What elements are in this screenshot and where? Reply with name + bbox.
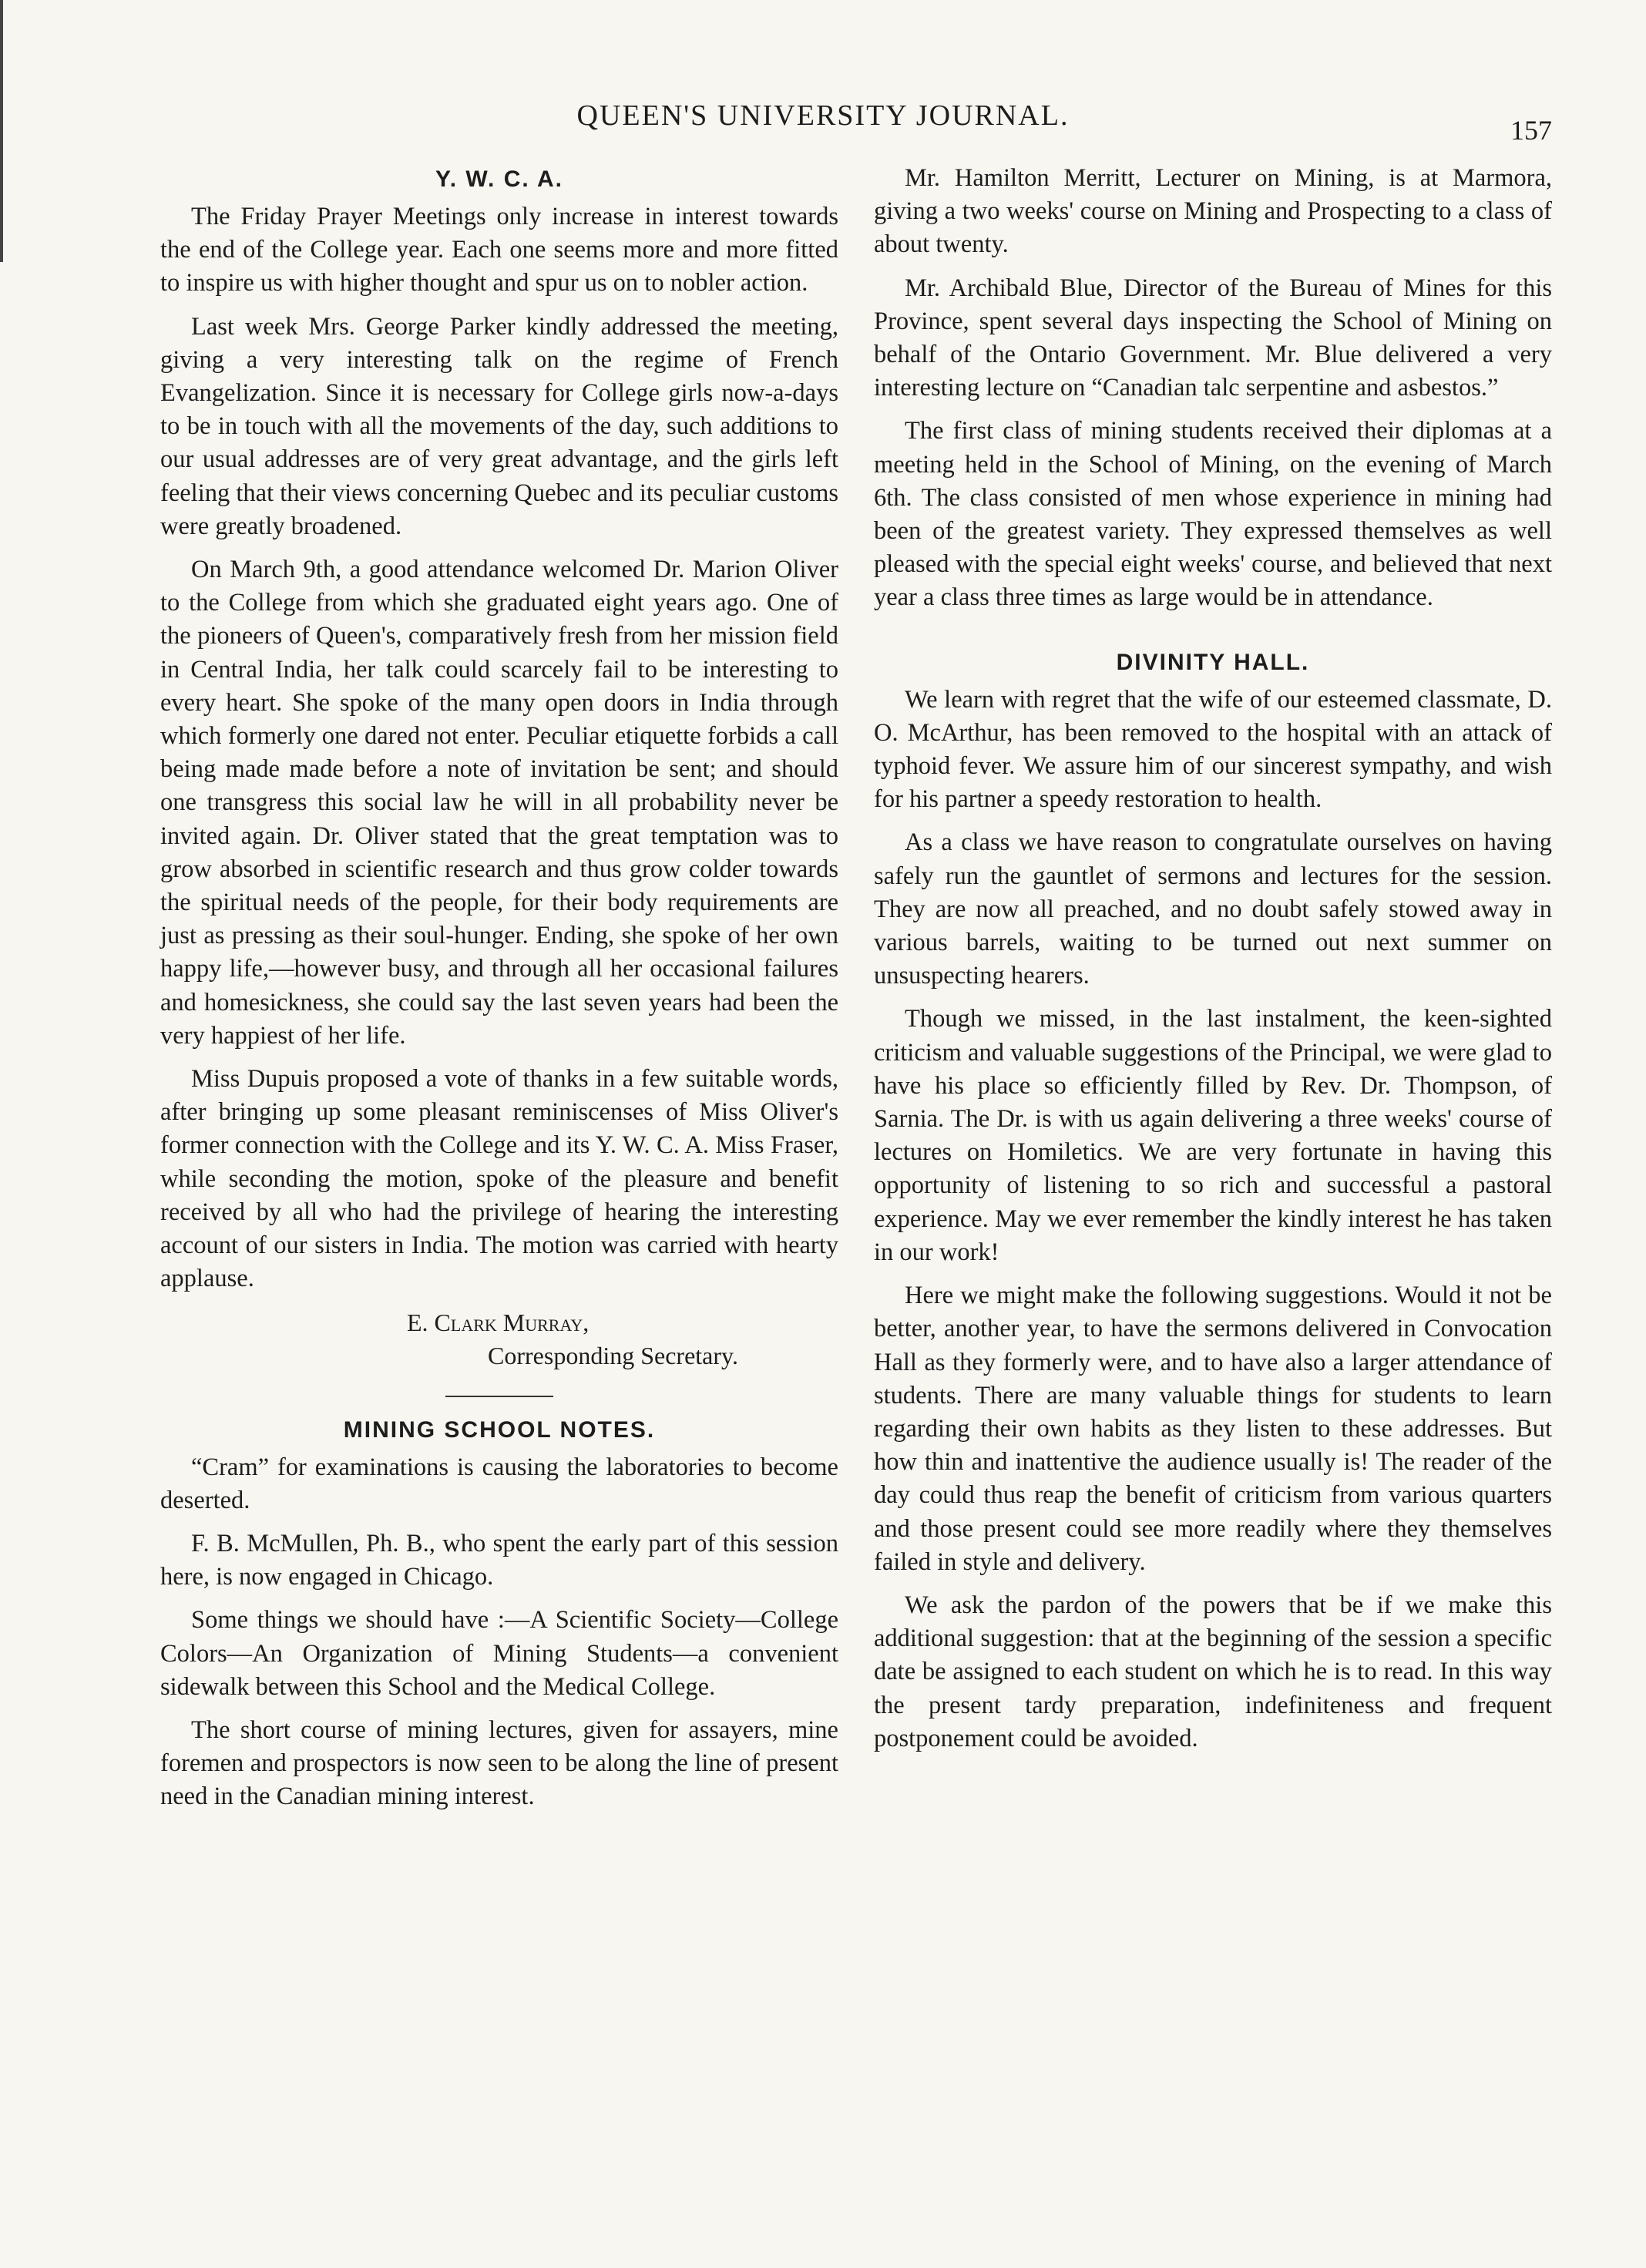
section-gap — [874, 625, 1552, 645]
signature-title: Corresponding Secretary. — [488, 1341, 738, 1369]
mining-notes-heading: MINING SCHOOL NOTES. — [343, 1416, 656, 1443]
mining-paragraph: Mr. Archibald Blue, Director of the Bureau of Mines for this Province, spent several days inspecting the School of Mining on behalf of the Ontario Government. Mr. Blue delivered a very interesting lecture on “Canadian talc serpentine and asbestos.” — [874, 274, 1552, 402]
divinity-paragraph: Though we missed, in the last instalment, the keen-sighted criticism and valuable suggestions of the Principal, we were glad to have his place so efficiently filled by Rev. Dr. Thompson, of Sarnia. The Dr. is with us again delivering a three weeks' course of lectures on Homiletics. We are very fortunate in having this opportunity of listening to so rich and successful a pastoral experience. May we ever remember the kindly interest he has taken in our work! — [874, 1005, 1552, 1266]
section-divider — [445, 1396, 553, 1397]
right-column — [874, 162, 1552, 1766]
signature-name: E. Clark Murray, — [407, 1308, 590, 1336]
ywca-paragraph: Last week Mrs. George Parker kindly addressed the meeting, giving a very interesting talk on the regime of French Evangelization. Since it is necessary for College girls now-a-days to be in touch with all the movements of the day, such additions to our usual addresses are of very great advantage, and the girls left feeling that their views concerning Quebec and its peculiar customs were greatly broadened. — [160, 312, 838, 540]
mining-paragraph: “Cram” for examinations is causing the laboratories to become deserted. — [160, 1453, 838, 1514]
mining-paragraph: The short course of mining lectures, given for assayers, mine foremen and prospectors is now seen to be along the line of present need in the Canadian mining interest. — [160, 1715, 838, 1811]
mining-notes-continued — [874, 162, 1552, 615]
divinity-hall-section — [874, 650, 1552, 1756]
ywca-section — [160, 166, 838, 1373]
mining-notes-section — [160, 1417, 838, 1814]
ywca-paragraph: Miss Dupuis proposed a vote of thanks in a few suitable words, after bringing up some pleasant reminiscenses of Miss Oliver's former connection with the College and its Y. W. C. A. Miss Fraser, while seconding the motion, spoke of the pleasure and benefit received by all who had the privilege of hearing the interesting account of our sisters in India. The motion was carried with hearty applause. — [160, 1065, 838, 1293]
divinity-paragraph: As a class we have reason to congratulate ourselves on having safely run the gauntlet of sermons and lectures for the session. They are now all preached, and no doubt safely stowed away in various barrels, waiting to be turned out next summer on unsuspecting hearers. — [874, 828, 1552, 990]
divinity-hall-heading: DIVINITY HALL. — [1116, 649, 1310, 675]
ywca-paragraph: On March 9th, a good attendance welcomed Dr. Marion Oliver to the College from which she graduated eight years ago. One of the pioneers of Queen's, comparatively fresh from her mission field in Central India, her talk could scarcely fail to be interesting to every heart. She spoke of the many open doors in India through which formerly one dared not enter. Peculiar etiquette forbids a call being made made before a note of invitation be sent; and should one transgress this social law he will in all probability never be invited again. Dr. Oliver stated that the great temptation was to grow absorbed in scientific research and thus grow colder towards the spiritual needs of the people, for their body requirements are just as pressing as their soul-hunger. Ending, she spoke of her own happy life,—however busy, and through all her occasional failures and homesickness, she could say the last seven years had been the very happiest of her life. — [160, 556, 838, 1050]
ywca-heading: Y. W. C. A. — [435, 166, 563, 192]
mining-paragraph: F. B. McMullen, Ph. B., who spent the early part of this session here, is now engaged in Chicago. — [160, 1529, 838, 1591]
divinity-paragraph: We ask the pardon of the powers that be if we make this additional suggestion: that at the beginning of the session a specific date be assigned to each student on which he is to read. In this way the present tardy preparation, indefiniteness and frequent postponement could be avoided. — [874, 1591, 1552, 1752]
ywca-paragraph: The Friday Prayer Meetings only increase in interest towards the end of the College year. Each one seems more and more fitted to inspire us with higher thought and spur us on to nobler action. — [160, 203, 838, 297]
divinity-paragraph: Here we might make the following suggestions. Would it not be better, another year, to have the sermons delivered in Convocation Hall as they formerly were, and to have also a larger attendance of students. There are many valuable things for students to learn regarding their own habits as they listen to these addresses. But how thin and inattentive the audience usually is! The reader of the day could thus reap the benefit of criticism from various quarters and those present could see more readily where they themselves failed in style and delivery. — [874, 1282, 1552, 1576]
ywca-signature — [160, 1306, 838, 1373]
divinity-paragraph: We learn with regret that the wife of our esteemed classmate, D. O. McArthur, has been removed to the hospital with an attack of typhoid fever. We assure him of our sincerest sympathy, and wish for his partner a speedy restoration to health. — [874, 685, 1552, 814]
running-head-title: QUEEN'S UNIVERSITY JOURNAL. — [576, 99, 1070, 132]
mining-paragraph: Some things we should have :—A Scientific Society—College Colors—An Organization of Mining Students—a convenient sidewalk between this School and the Medical College. — [160, 1606, 838, 1701]
mining-paragraph: The first class of mining students received their diplomas at a meeting held in the School of Mining, on the evening of March 6th. The class consisted of men whose experience in mining had been of the greatest variety. They expressed themselves as well pleased with the special eight weeks' course, and believed that next year a class three times as large would be in attendance. — [874, 417, 1552, 612]
left-column — [160, 162, 838, 1824]
page-number: 157 — [1510, 115, 1552, 146]
mining-paragraph: Mr. Hamilton Merritt, Lecturer on Mining, is at Marmora, giving a two weeks' course on Mining and Prospecting to a class of about twenty. — [874, 164, 1552, 259]
